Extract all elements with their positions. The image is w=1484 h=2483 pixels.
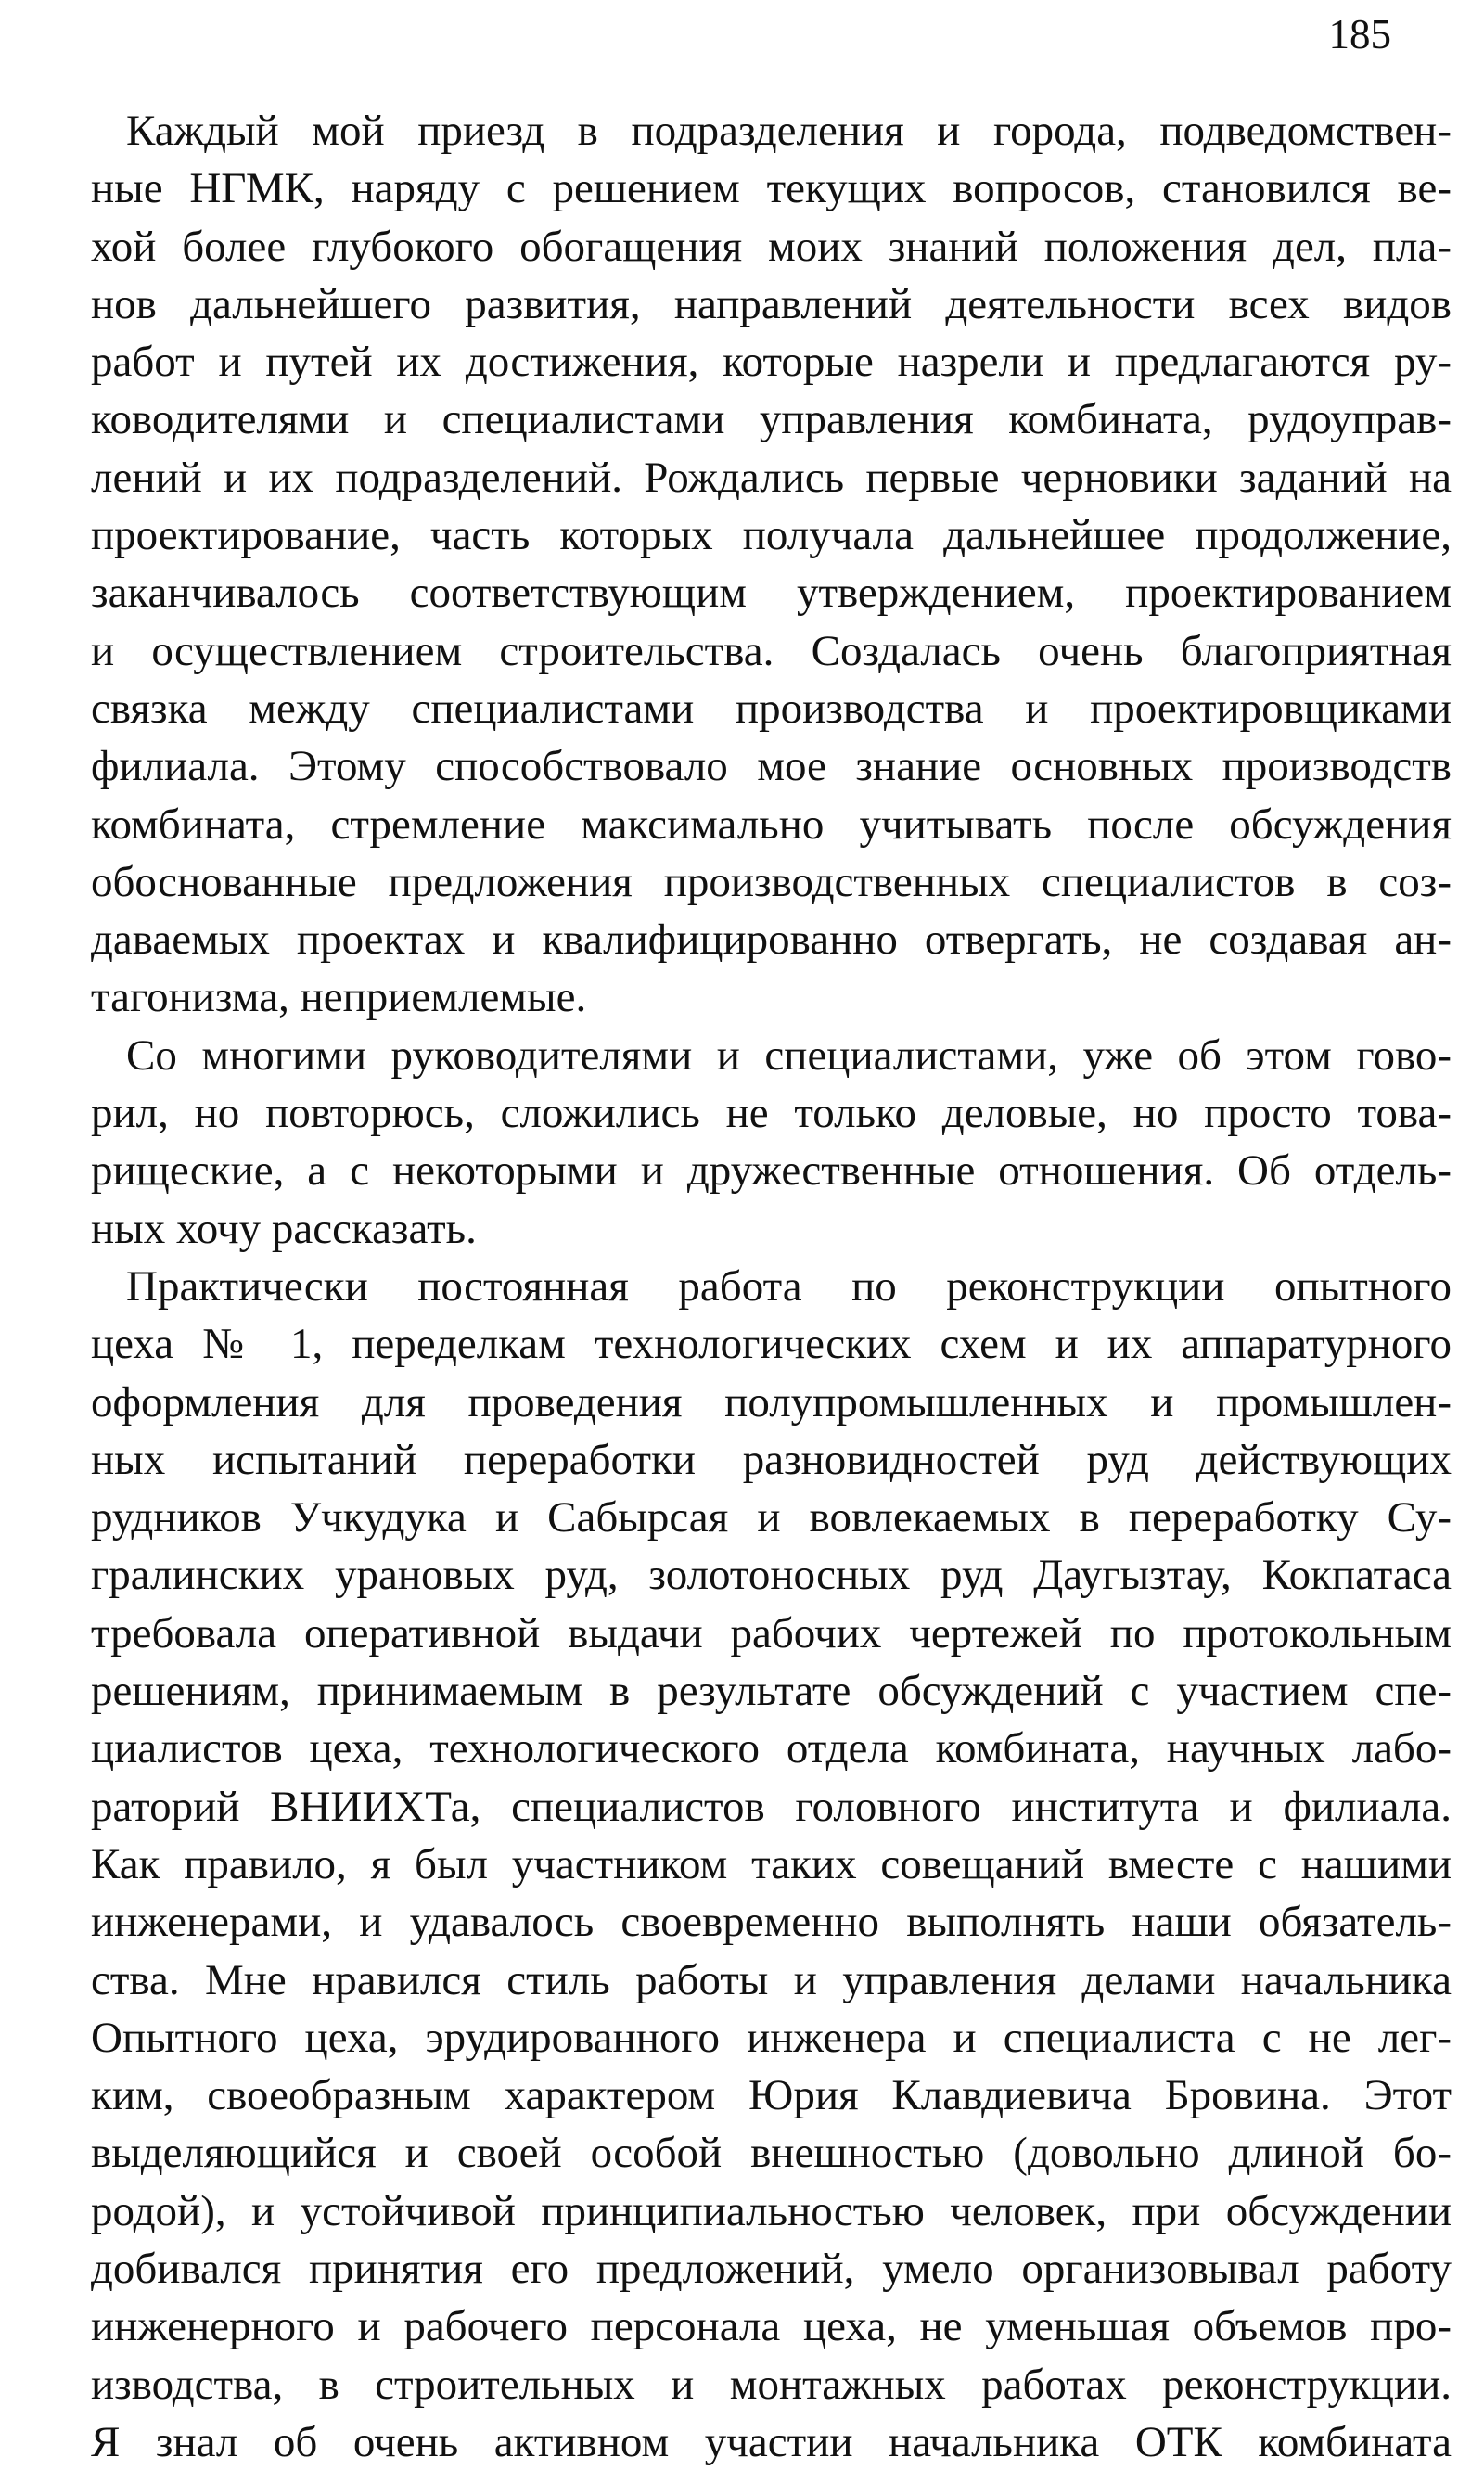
text-line: ким, своеобразным характером Юрия Клавдиевича Бровина. Этот	[91, 2071, 1452, 2120]
text-line: рищеские, а с некоторыми и дружественные отношения. Об отдель-	[91, 1146, 1452, 1196]
text-line: рил, но повторюсь, сложились не только деловые, но просто това-	[91, 1089, 1452, 1138]
text-line: нов дальнейшего развития, направлений деятельности всех видов	[91, 279, 1452, 328]
text-line: проектирование, часть которых получала дальнейшее продолжение,	[91, 511, 1452, 560]
text-line: ных испытаний переработки разновидностей руд действующих	[91, 1435, 1452, 1484]
text-line: Я знал об очень активном участии начальника ОТК комбината	[91, 2417, 1452, 2466]
text-line: добивался принятия его предложений, умело организовывал работу	[91, 2244, 1452, 2293]
text-line: гралинских урановых руд, золотоносных руд Даугызтау, Кокпатаса	[91, 1551, 1452, 1600]
text-line: Практически постоянная работа по реконструкции опытного	[126, 1261, 1452, 1311]
text-line: рудников Учкудука и Сабырсая и вовлекаемых в переработку Су-	[91, 1493, 1452, 1542]
text-line: оформления для проведения полупромышленных и промышлен-	[91, 1377, 1452, 1427]
body-text	[91, 102, 1452, 2471]
text-line: Как правило, я был участником таких совещаний вместе с нашими	[91, 1839, 1452, 1888]
text-line: раторий ВНИИХТа, специалистов головного института и филиала.	[91, 1782, 1452, 1831]
text-line: изводства, в строительных и монтажных работах реконструкции.	[91, 2360, 1452, 2409]
text-line: Каждый мой приезд в подразделения и города, подведомствен-	[126, 107, 1452, 155]
text-line: Опытного цеха, эрудированного инженера и специалиста с не лег-	[91, 2013, 1452, 2062]
text-line: связка между специалистами производства и проектировщиками	[91, 684, 1452, 733]
text-line: и осуществлением строительства. Создалась очень благоприятная	[91, 626, 1452, 675]
page-number: 185	[1328, 11, 1391, 58]
text-line: ства. Мне нравился стиль работы и управления делами начальника	[91, 1955, 1452, 2004]
text-line: работ и путей их достижения, которые назрели и предлагаются ру-	[91, 338, 1452, 387]
text-line: решениям, принимаемым в результате обсуждений с участием спе-	[91, 1667, 1452, 1716]
text-line: выделяющийся и своей особой внешностью (довольно длиной бо-	[91, 2129, 1452, 2178]
text-line: требовала оперативной выдачи рабочих чертежей по протокольным	[91, 1608, 1452, 1657]
text-line: комбината, стремление максимально учитывать после обсуждения	[91, 800, 1452, 849]
text-line: инженерного и рабочего персонала цеха, не уменьшая объемов про-	[91, 2302, 1452, 2351]
text-line: тагонизма, неприемлемые.	[91, 973, 587, 1022]
text-line: филиала. Этому способствовало мое знание основных производств	[91, 742, 1452, 791]
text-line: ководителями и специалистами управления комбината, рудоуправ-	[91, 395, 1452, 444]
text-line: обоснованные предложения производственных специалистов в соз-	[91, 857, 1452, 906]
text-line: ных хочу рассказать.	[91, 1204, 477, 1253]
text-line: цеха № 1, переделкам технологических схем и их аппаратурного	[91, 1320, 1452, 1369]
text-line: родой), и устойчивой принципиальностью человек, при обсуждении	[91, 2186, 1452, 2235]
text-line: Со многими руководителями и специалистами, уже об этом гово-	[126, 1030, 1452, 1080]
text-line: даваемых проектах и квалифицированно отвергать, не создавая ан-	[91, 915, 1452, 965]
text-line: циалистов цеха, технологического отдела комбината, научных лабо-	[91, 1724, 1452, 1773]
text-line: заканчивалось соответствующим утверждением, проектированием	[91, 569, 1452, 618]
text-line: ные НГМК, наряду с решением текущих вопросов, становился ве-	[91, 164, 1452, 213]
text-line: лений и их подразделений. Рождались первые черновики заданий на	[91, 453, 1452, 502]
text-line: хой более глубокого обогащения моих знаний положения дел, пла-	[91, 222, 1452, 271]
text-line: инженерами, и удавалось своевременно выполнять наши обязатель-	[91, 1898, 1452, 1947]
